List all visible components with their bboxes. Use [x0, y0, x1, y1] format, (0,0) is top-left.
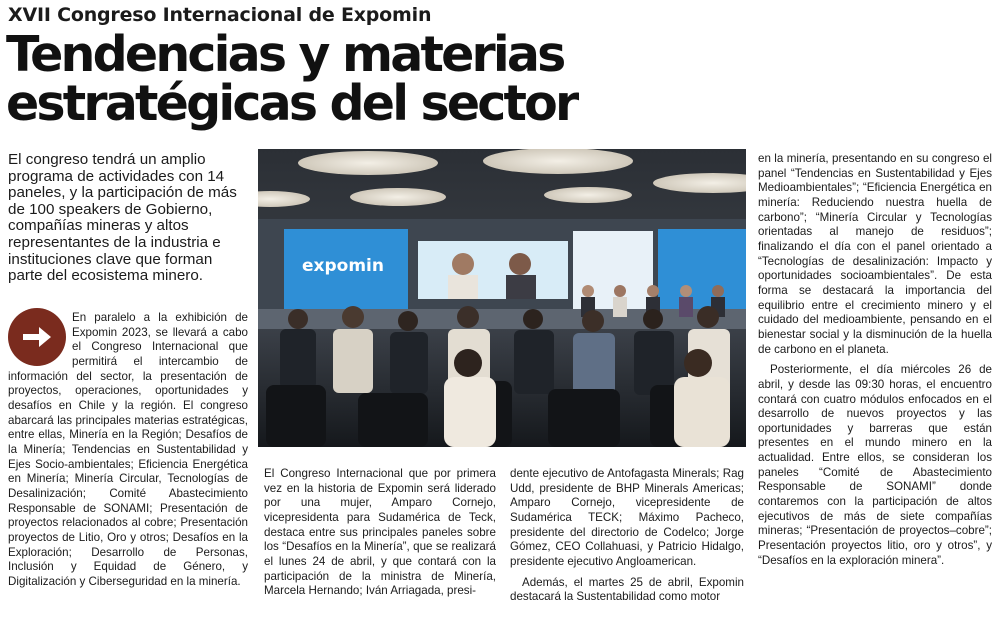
column-4-paragraph-2: Posteriormente, el día miércoles 26 de abril, y desde las 09:30 horas, el encuentro contará con cuatro módulos enfocados en el desarrollo de nuevos proyectos y las oportunidades y barreras que están presentes en el mundo minero en la actualidad. Entre ellos, se consideran los paneles “Comité de Abastecimiento Responsable de SONAMI” donde contaremos con la participación de altos ejecutivos de más de siete compañías mineras; “Presentación de proyectos–cobre”; Presentación proyectos litio, oro y otros”, y “Desafíos en la exploración minera”. — [758, 363, 992, 567]
badge-spacer — [8, 311, 72, 367]
stage-platform — [258, 309, 746, 331]
article-kicker: XVII Congreso Internacional de Expomin — [8, 4, 432, 26]
headline-line-2: estratégicas del sector — [6, 75, 577, 132]
column-2 — [264, 467, 496, 599]
ceiling-lamp — [544, 187, 632, 203]
stage-logo: expomin — [302, 256, 384, 276]
column-3 — [510, 467, 744, 605]
ceiling-lamp — [483, 149, 633, 174]
column-1-paragraph: En paralelo a la exhibición de Expomin 2023, se llevará a cabo el Congreso Internacional que permitirá el intercambio de información del sector, la presentación de proyectos, operaciones, oportunidades y desafíos en Chile y la región. El congreso abarcará las principales materias estratégicas, entre ellas, Minería en la Región; Desafíos de la Minería; Tendencias en Sustentabilidad y Ejes Socio-ambientales; Eficiencia Energética en Minería; Minería Circular, Tecnologías de Desalinización; Comité Abastecimiento Responsable de SONAMI; Presentación de proyectos relacionados al cobre; Presentación proyectos de Litio, Oro y otros; Desafíos en la Exploración; Desarrollo de Personas, Inclusión y Equidad de Género, y Digitalización y Ciberseguridad en la minería. — [8, 311, 248, 588]
column-2-paragraph: El Congreso Internacional que por primera vez en la historia de Expomin será liderado por una mujer, Amparo Cornejo, vicepresidenta para Sudamérica de Teck, destaca entre sus principales paneles sobre los “Desafíos en la Minería”, que se realizará el lunes 24 de abril, y que contará con la participación de la ministra de Minería, Marcela Hernando; Iván Arriagada, presi- — [264, 467, 496, 598]
article-headline — [6, 26, 766, 132]
ceiling-lamp — [298, 151, 438, 175]
column-4-paragraph-1: en la minería, presentando en su congreso el panel “Tendencias en Sustentabilidad y Ejes Medioambientales”; “Eficiencia Energética en minería: Reduciendo nuestra huella de carbono”; “Minería Circular y Tecnologías orientadas al manejo de residuos”; finalizando el día con el panel orientado a “Tecnologías de desalinización: Impacto y oportunidades socioambientales”. De esta forma se destacará la importancia del equilibrio entre el crecimiento minero y el cuidado del medioambiente, pensando en el bienestar social y la disminución de la huella de carbono en el planeta. — [758, 152, 992, 356]
column-1 — [8, 311, 248, 611]
column-4 — [758, 152, 992, 568]
article-photo — [258, 149, 746, 447]
congress-stage-photo — [258, 149, 746, 447]
column-3-paragraph-2: Además, el martes 25 de abril, Expomin destacará la Sustentabilidad como motor — [510, 575, 744, 604]
headline-line-1: Tendencias y materias — [6, 26, 564, 83]
column-3-paragraph-1: dente ejecutivo de Antofagasta Minerals; Rag Udd, presidente de BHP Minerals Americas; Amparo Cornejo, vicepresidente de Sudamérica TECK; Máximo Pacheco, presidente del directorio de Codelco; Jorge Gómez, CEO Collahuasi, y Patricio Hidalgo, presidente ejecutivo Angloamerican. — [510, 467, 744, 568]
stage-screen-center — [418, 241, 568, 299]
ceiling-lamp — [350, 188, 446, 206]
article-lead: El congreso tendrá un amplio programa de actividades con 14 paneles, y la participación de más de 100 speakers de Gobierno, compañías mineras y altos representantes de la industria e instituciones clave que forman parte del ecosistema minero. — [8, 151, 237, 285]
